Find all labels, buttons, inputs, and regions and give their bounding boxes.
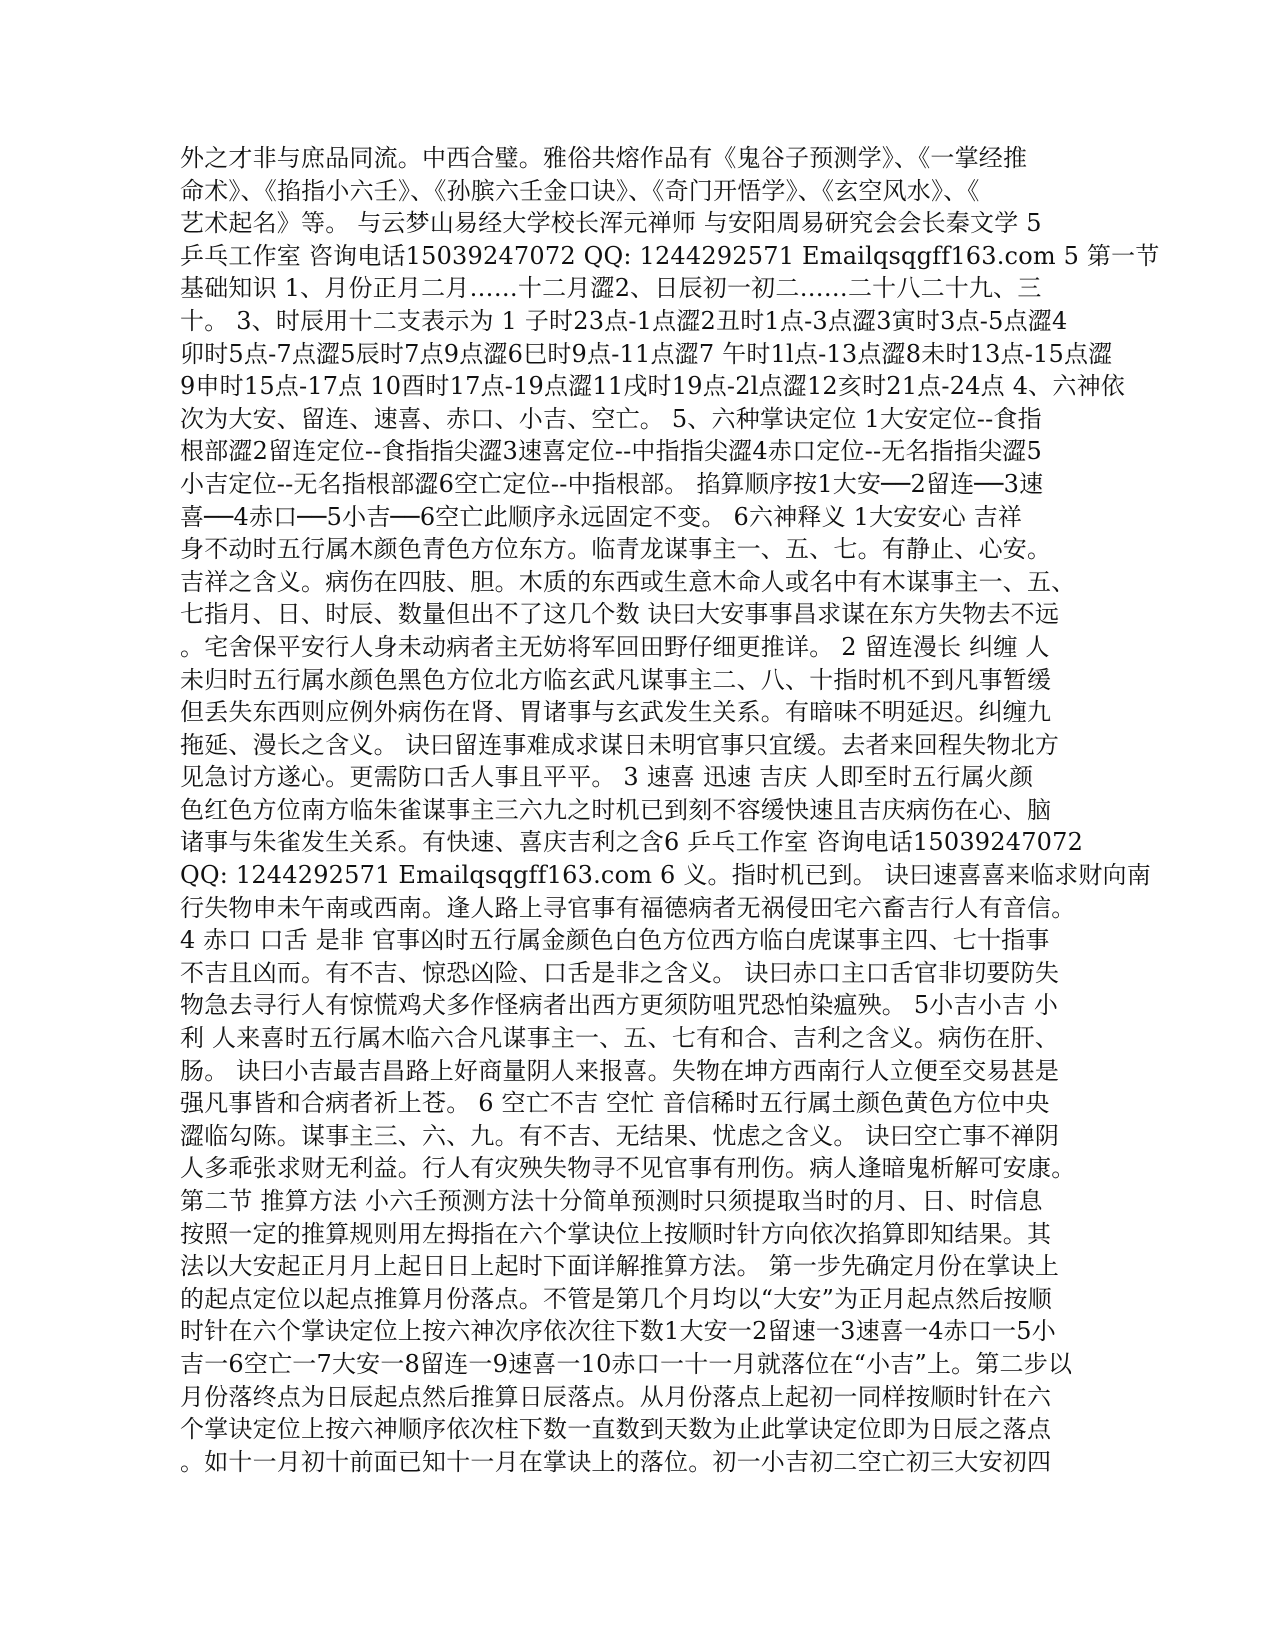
text-line: 小吉定位--无名指根部澀6空亡定位--中指根部。 掐算顺序按1大安──2留连──3速 (180, 469, 1044, 498)
text-line: 按照一定的推算规则用左拇指在六个掌诀位上按顺时针方向依次掐算即知结果。其 (180, 1219, 1052, 1248)
text-line: 身不动时五行属木颜色青色方位东方。临青龙谋事主一、五、七。有静止、心安。 (180, 535, 1052, 564)
text-line: 拖延、漫长之含义。 诀曰留连事难成求谋日未明官事只宜缓。去者来回程失物北方 (180, 730, 1060, 759)
text-line: 乒乓工作室 咨询电话15039247072 QQ: 1244292571 Emailqsqgff163.com 5 第一节 (180, 241, 1160, 270)
text-line: 4 赤口 口舌 是非 官事凶时五行属金颜色白色方位西方临白虎谋事主四、七十指事 (180, 926, 1050, 955)
text-line: 时针在六个掌诀定位上按六神次序依次往下数1大安一2留速一3速喜一4赤口一5小 (180, 1317, 1056, 1346)
text-line: 根部澀2留连定位--食指指尖澀3速喜定位--中指指尖澀4赤口定位--无名指指尖澀5 (180, 437, 1042, 466)
text-line: 法以大安起正月月上起日日上起时下面详解推算方法。 第一步先确定月份在掌诀上 (180, 1252, 1060, 1281)
text-line: 艺术起名》等。 与云梦山易经大学校长浑元禅师 与安阳周易研究会会长秦文学 5 (180, 209, 1042, 238)
text-line: 个掌诀定位上按六神顺序依次柱下数一直数到天数为止此掌诀定位即为日辰之落点 (180, 1415, 1052, 1444)
text-line: 月份落终点为日辰起点然后推算日辰落点。从月份落点上起初一同样按顺时针在六 (180, 1382, 1052, 1411)
text-line: 第二节 推算方法 小六壬预测方法十分简单预测时只须提取当时的月、日、时信息 (180, 1187, 1043, 1215)
text-line: 次为大安、留连、速喜、赤口、小吉、空亡。 5、六种掌诀定位 1大安定位--食指 (180, 404, 1042, 433)
text-line: 外之才非与庶品同流。中西合璧。雅俗共熔作品有《鬼谷子预测学》、《一掌经推 (180, 144, 1028, 172)
text-line: 卯时5点-7点澀5辰时7点9点澀6巳时9点-11点澀7 午时1l点-13点澀8未时13点-15点澀 (180, 339, 1113, 368)
text-line: 十。 3、时辰用十二支表示为 1 子时23点-1点澀2丑时1点-3点澀3寅时3点-5点澀4 (180, 306, 1068, 335)
text-line: 七指月、日、时辰、数量但出不了这几个数 诀曰大安事事昌求谋在东方失物去不远 (180, 600, 1060, 629)
text-line: 。宅舍保平安行人身未动病者主无妨将军回田野仔细更推详。 2 留连漫长 纠缠 人 (180, 632, 1050, 661)
text-line: 未归时五行属水颜色黑色方位北方临玄武凡谋事主二、八、十指时机不到凡事暂缓 (180, 665, 1052, 694)
text-line: 。如十一月初十前面已知十一月在掌诀上的落位。初一小吉初二空亡初三大安初四 (180, 1447, 1052, 1476)
text-line: 澀临勾陈。谋事主三、六、九。有不吉、无结果、忧虑之含义。 诀曰空亡事不禅阴 (180, 1121, 1060, 1150)
text-line: 9申时15点-17点 10酉时17点-19点澀11戌时19点-2l点澀12亥时21点-24点 4、六神依 (180, 372, 1125, 401)
text-line: 色红色方位南方临朱雀谋事主三六九之时机已到刻不容缓快速且吉庆病伤在心、脑 (180, 795, 1052, 824)
text-line: 的起点定位以起点推算月份落点。不管是第几个月均以“大安”为正月起点然后按顺 (180, 1284, 1052, 1313)
text-line: 强凡事皆和合病者祈上苍。 6 空亡不吉 空忙 音信稀时五行属土颜色黄色方位中央 (180, 1089, 1050, 1118)
text-line: QQ: 1244292571 Emailqsqgff163.com 6 义。指时机已到。 诀曰速喜喜来临求财向南 (180, 861, 1151, 890)
text-line: 物急去寻行人有惊慌鸡犬多作怪病者出西方更须防咀咒恐怕染瘟殃。 5小吉小吉 小 (180, 991, 1059, 1020)
text-line: 人多乖张求财无利益。行人有灾殃失物寻不见官事有刑伤。病人逢暗鬼析解可安康。 (180, 1154, 1076, 1183)
text-line: 命术》、《掐指小六壬》、《孙膑六壬金口诀》、《奇门开悟学》、《玄空风水》、《 (180, 176, 980, 205)
text-line: 不吉且凶而。有不吉、惊恐凶险、口舌是非之含义。 诀曰赤口主口舌官非切要防失 (180, 958, 1060, 987)
text-line: 行失物申未午南或西南。逢人路上寻官事有福德病者无祸侵田宅六畜吉行人有音信。 (180, 893, 1076, 922)
text-line: 肠。 诀曰小吉最吉昌路上好商量阴人来报喜。失物在坤方西南行人立便至交易甚是 (180, 1056, 1060, 1085)
text-line: 吉一6空亡一7大安一8留连一9速喜一10赤口一十一月就落位在“小吉”上。第二步以 (180, 1349, 1073, 1378)
text-line: 利 人来喜时五行属木临六合凡谋事主一、五、七有和合、吉利之含义。病伤在肝、 (180, 1024, 1060, 1053)
text-line: 吉祥之含义。病伤在四肢、胆。木质的东西或生意木命人或名中有木谋事主一、五、 (180, 567, 1076, 596)
text-line: 诸事与朱雀发生关系。有快速、喜庆吉利之含6 乒乓工作室 咨询电话15039247072 (180, 828, 1084, 857)
document-page (180, 142, 1160, 1478)
text-line: 基础知识 1、月份正月二月……十二月澀2、日辰初一初二……二十八二十九、三 (180, 274, 1042, 303)
text-line: 见急讨方遂心。更需防口舌人事且平平。 3 速喜 迅速 吉庆 人即至时五行属火颜 (180, 763, 1034, 792)
text-line: 但丢失东西则应例外病伤在肾、胃诸事与玄武发生关系。有暗味不明延迟。纠缠九 (180, 698, 1052, 727)
text-line: 喜──4赤口──5小吉──6空亡此顺序永远固定不变。 6六神释义 1大安安心 吉祥 (180, 502, 1023, 531)
